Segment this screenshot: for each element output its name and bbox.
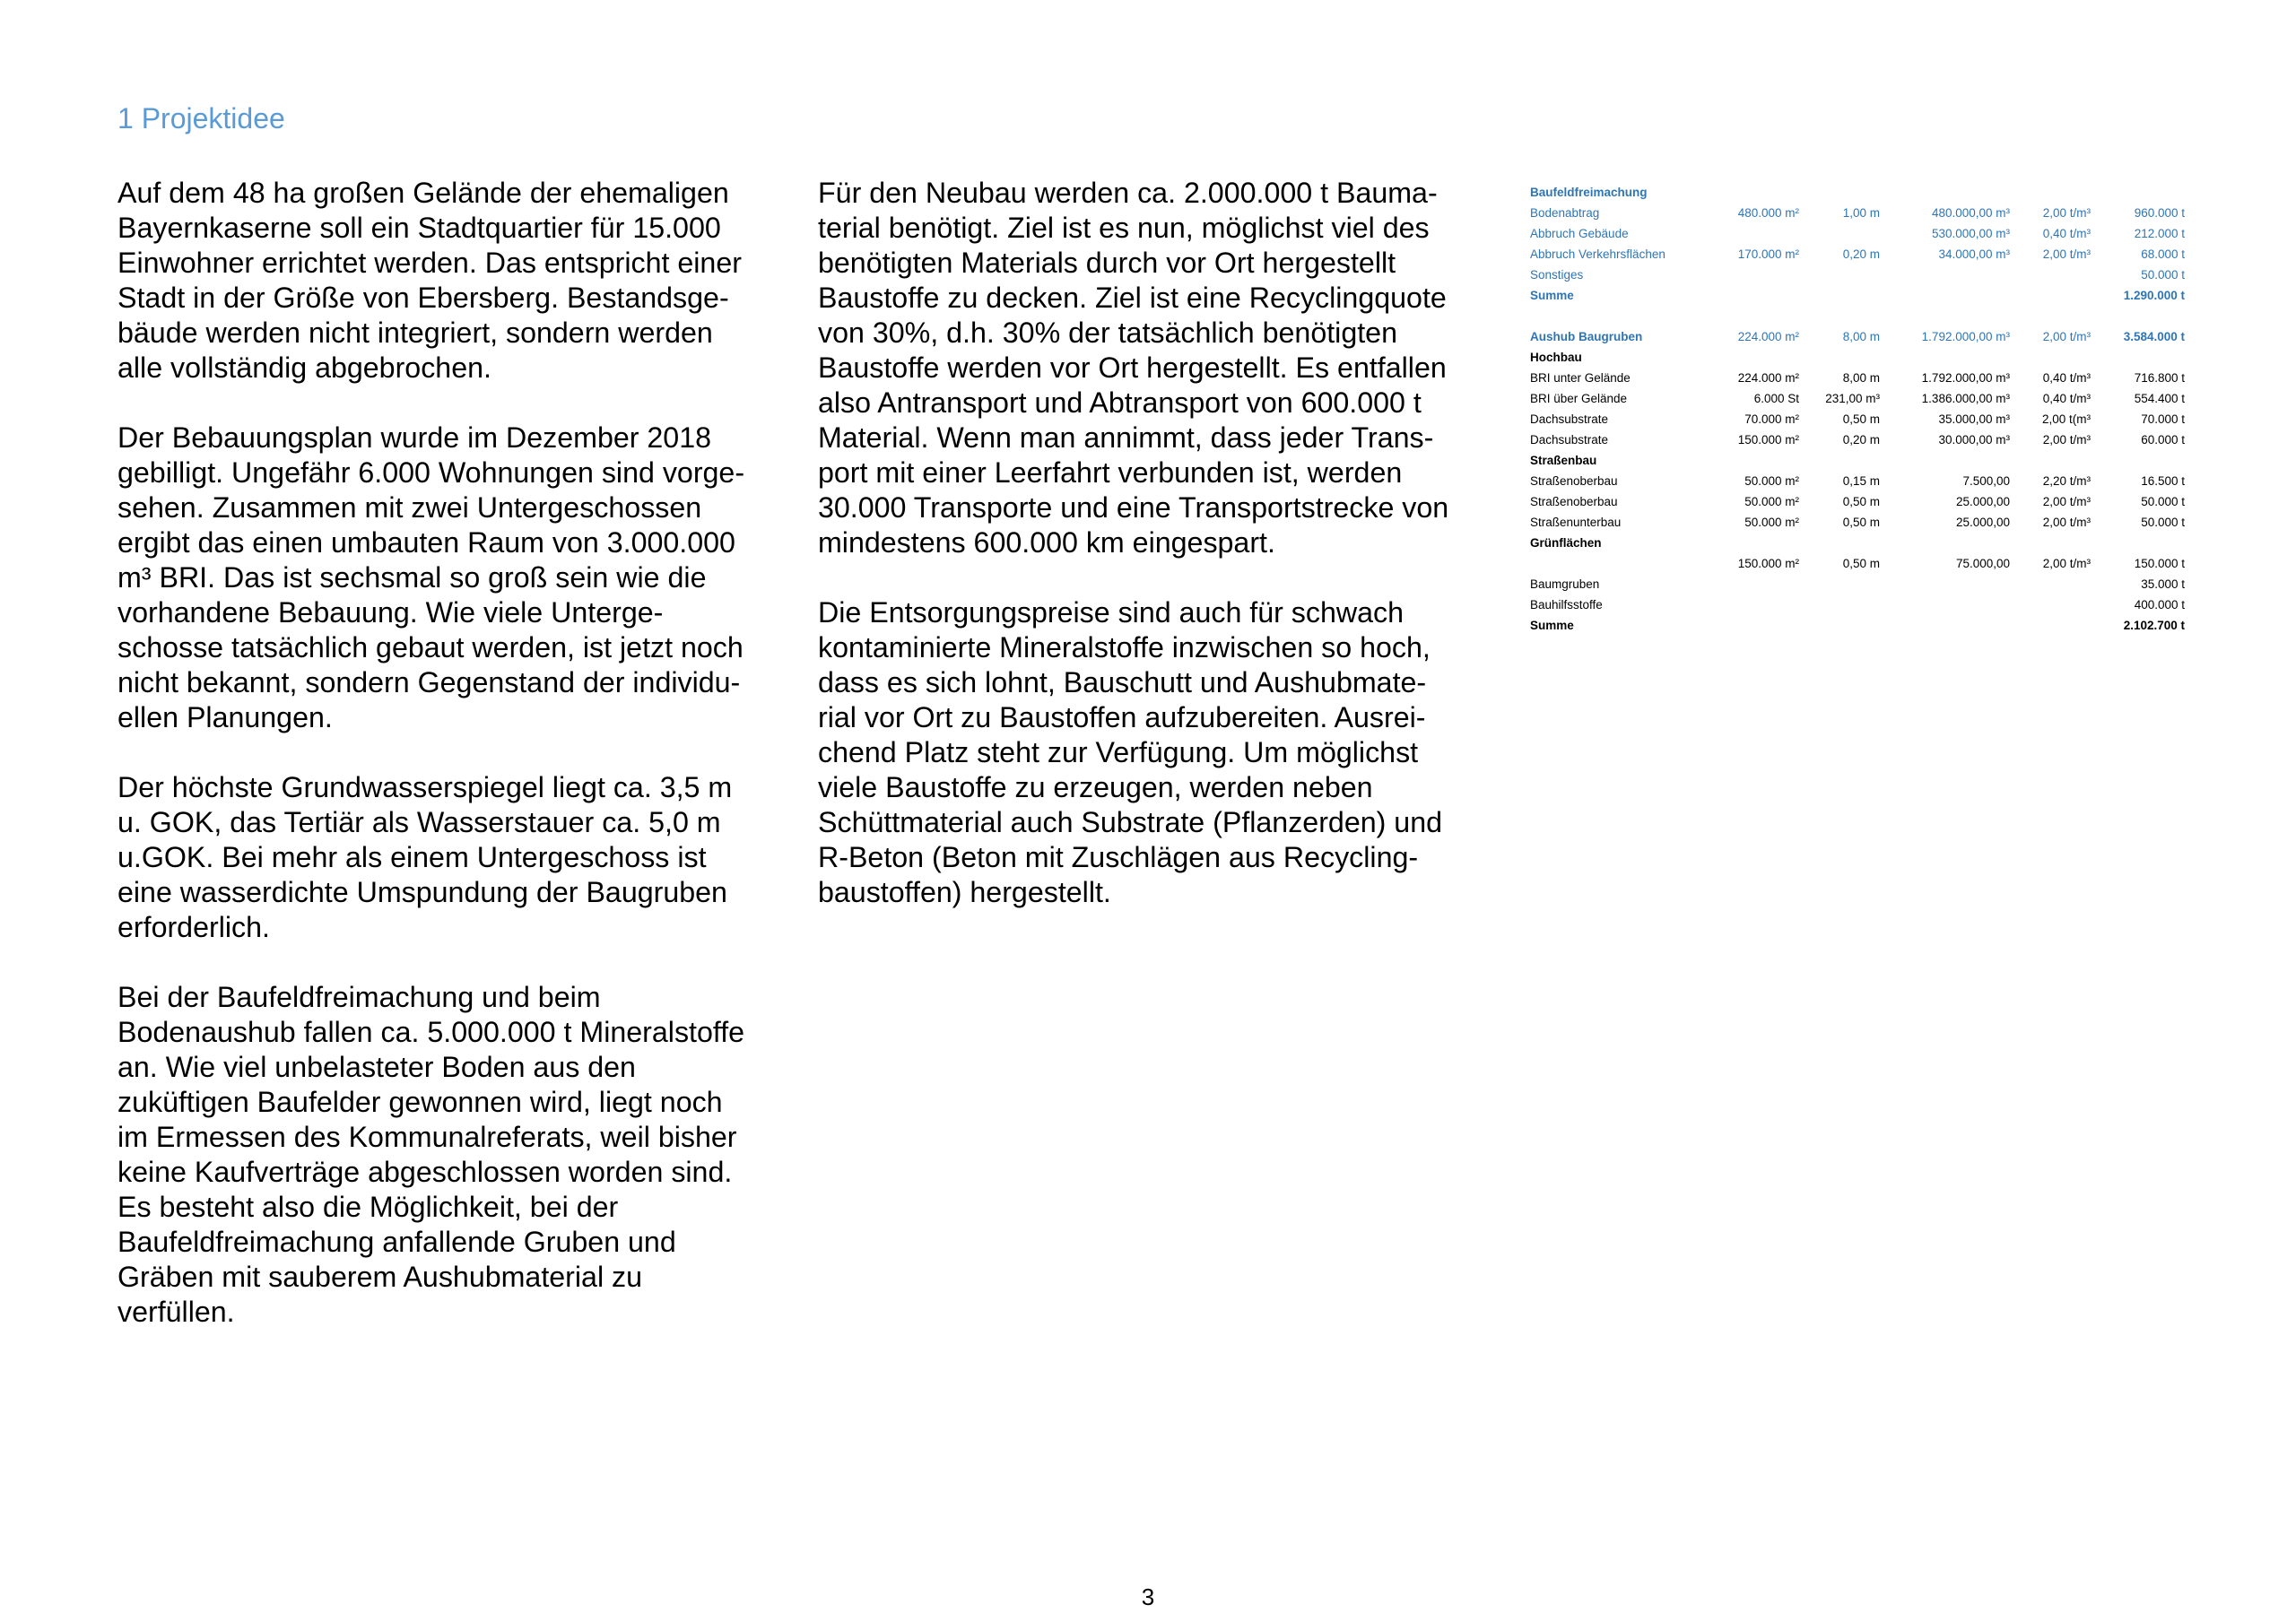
table-row: [1530, 203, 2185, 223]
table-row: [1530, 553, 2185, 574]
text-line: alle vollständig abgebrochen.: [117, 351, 491, 384]
table-cell: 50.000 t: [2141, 268, 2185, 282]
table-cell: [2010, 347, 2091, 368]
text-line: zuküftigen Baufelder gewonnen wird, liegt noch: [117, 1086, 723, 1118]
table-cell: 960.000 t: [2134, 206, 2185, 220]
table-cell: [1799, 594, 1880, 615]
table-cell: [1530, 306, 1700, 326]
text-line: baustoffen) hergestellt.: [818, 876, 1111, 908]
table-cell: 1.290.000 t: [2123, 289, 2185, 302]
table-cell: 35.000,00 m³: [1938, 412, 2010, 426]
table-row: [1530, 615, 2185, 636]
text-line: Bayernkaserne soll ein Stadtquartier für 15.000: [117, 212, 721, 244]
table-cell: Straßenoberbau: [1530, 495, 1618, 508]
table-cell: 2,00 t/m³: [2042, 557, 2091, 570]
table-cell: 0,15 m: [1842, 474, 1880, 488]
table-cell: Baumgruben: [1530, 577, 1600, 591]
table-cell: 50.000 t: [2141, 495, 2185, 508]
table-cell: [1799, 615, 1880, 636]
table-cell: [2091, 182, 2185, 203]
text-line: an. Wie viel unbelasteter Boden aus den: [117, 1051, 636, 1083]
table-cell: [2010, 450, 2091, 471]
text-line: nicht bekannt, sondern Gegenstand der individu-: [117, 666, 741, 698]
table-cell: Bauhilfsstoffe: [1530, 598, 1603, 612]
text-line: bäude werden nicht integriert, sondern werden: [117, 317, 713, 349]
table-cell: 1.792.000,00 m³: [1921, 330, 2010, 343]
table-cell: 3.584.000 t: [2123, 330, 2185, 343]
table-cell: Straßenbau: [1530, 454, 1597, 467]
paragraph: [117, 421, 799, 735]
table-cell: 2,00 t/m³: [2042, 433, 2091, 447]
text-line: port mit einer Leerfahrt verbunden ist, werden: [818, 456, 1403, 489]
table-row: [1530, 594, 2185, 615]
table-cell: [1880, 347, 2010, 368]
text-line: Material. Wenn man annimmt, dass jeder Trans-: [818, 421, 1434, 454]
table-row: [1530, 574, 2185, 594]
text-line: u.GOK. Bei mehr als einem Untergeschoss ist: [117, 841, 707, 873]
material-calculation-table: [1530, 182, 2185, 636]
table-cell: 0,40 t/m³: [2042, 371, 2091, 385]
text-line: verfüllen.: [117, 1296, 235, 1328]
table-cell: Aushub Baugruben: [1530, 330, 1643, 343]
table-cell: 6.000 St: [1753, 392, 1799, 405]
table-cell: [1700, 265, 1799, 285]
table-cell: [1700, 285, 1799, 306]
page-number: 3: [1141, 1583, 1155, 1610]
text-line: dass es sich lohnt, Bauschutt und Aushubmate-: [818, 666, 1427, 698]
text-line: 30.000 Transporte und eine Transportstrecke von: [818, 491, 1449, 524]
table-cell: 2,00 t/m³: [2042, 330, 2091, 343]
table-row: [1530, 265, 2185, 285]
table-cell: 554.400 t: [2134, 392, 2185, 405]
table-cell: [2010, 306, 2091, 326]
table-cell: [2010, 574, 2091, 594]
table-cell: 1.792.000,00 m³: [1921, 371, 2010, 385]
text-line: Baustoffe werden vor Ort hergestellt. Es entfallen: [818, 351, 1447, 384]
table-cell: [2010, 265, 2091, 285]
text-line: ergibt das einen umbauten Raum von 3.000.000: [117, 526, 735, 559]
text-column-middle: [818, 176, 1500, 945]
table-cell: [2091, 533, 2185, 553]
table-cell: 400.000 t: [2134, 598, 2185, 612]
table-cell: 2,00 t/m³: [2042, 495, 2091, 508]
table-cell: 716.800 t: [2134, 371, 2185, 385]
table-row: [1530, 409, 2185, 429]
table-row: [1530, 368, 2185, 388]
table-cell: [1700, 450, 1799, 471]
text-line: Die Entsorgungspreise sind auch für schwach: [818, 596, 1405, 629]
table-cell: [1880, 285, 2010, 306]
table-cell: 2,00 t/m³: [2042, 206, 2091, 220]
table-row: [1530, 244, 2185, 265]
table-cell: [1880, 533, 2010, 553]
text-line: kontaminierte Mineralstoffe inzwischen so hoch,: [818, 631, 1431, 664]
table-cell: [1700, 533, 1799, 553]
table-cell: BRI über Gelände: [1530, 392, 1628, 405]
table-cell: [1880, 574, 2010, 594]
table-row: [1530, 429, 2185, 450]
text-line: R-Beton (Beton mit Zuschlägen aus Recycling-: [818, 841, 1419, 873]
text-line: viele Baustoffe zu erzeugen, werden neben: [818, 771, 1373, 803]
paragraph: [117, 770, 799, 945]
table-cell: 0,40 t/m³: [2042, 227, 2091, 240]
table-cell: 0,50 m: [1842, 495, 1880, 508]
table-cell: [2010, 182, 2091, 203]
text-line: Stadt in der Größe von Ebersberg. Bestandsge-: [117, 282, 729, 314]
table-cell: 34.000,00 m³: [1938, 247, 2010, 261]
table-cell: 16.500 t: [2141, 474, 2185, 488]
table-cell: 8,00 m: [1842, 371, 1880, 385]
table-cell: 35.000 t: [2141, 577, 2185, 591]
table-cell: 2,00 t/m³: [2042, 247, 2091, 261]
text-column-left: [117, 176, 799, 1365]
table-cell: Baufeldfreimachung: [1530, 186, 1648, 199]
table-cell: Sonstiges: [1530, 268, 1584, 282]
table-cell: [1799, 450, 1880, 471]
table-cell: [1799, 285, 1880, 306]
table-cell: 68.000 t: [2141, 247, 2185, 261]
table-cell: [2010, 533, 2091, 553]
table-cell: 2.102.700 t: [2123, 619, 2185, 632]
table-cell: 70.000 m²: [1744, 412, 1799, 426]
paragraph: [117, 176, 799, 386]
table-cell: 8,00 m: [1842, 330, 1880, 343]
paragraph: [818, 595, 1500, 910]
text-line: Der Bebauungsplan wurde im Dezember 2018: [117, 421, 712, 454]
table-cell: Summe: [1530, 619, 1574, 632]
table-cell: 25.000,00: [1955, 516, 2010, 529]
table-cell: 1,00 m: [1842, 206, 1880, 220]
table-cell: Dachsubstrate: [1530, 433, 1609, 447]
text-line: keine Kaufverträge abgeschlossen worden sind.: [117, 1156, 733, 1188]
table-cell: 224.000 m²: [1737, 371, 1799, 385]
table-cell: [2010, 615, 2091, 636]
text-line: benötigten Materials durch vor Ort hergestellt: [818, 247, 1396, 279]
table-cell: [2091, 450, 2185, 471]
table-row: [1530, 512, 2185, 533]
text-line: erforderlich.: [117, 911, 270, 943]
table-cell: [1799, 182, 1880, 203]
text-line: eine wasserdichte Umspundung der Baugruben: [117, 876, 727, 908]
table-row: [1530, 450, 2185, 471]
table-row: [1530, 388, 2185, 409]
table-cell: [1799, 265, 1880, 285]
text-line: chend Platz steht zur Verfügung. Um möglichst: [818, 736, 1419, 768]
table-cell: [1799, 533, 1880, 553]
table-cell: 60.000 t: [2141, 433, 2185, 447]
text-line: Gräben mit sauberem Aushubmaterial zu: [117, 1261, 643, 1293]
text-line: im Ermessen des Kommunalreferats, weil bisher: [117, 1121, 737, 1153]
text-line: m³ BRI. Das ist sechsmal so groß sein wie die: [117, 561, 707, 594]
text-line: von 30%, d.h. 30% der tatsächlich benötigten: [818, 317, 1397, 349]
table-cell: 170.000 m²: [1737, 247, 1799, 261]
text-line: terial benötigt. Ziel ist es nun, möglichst viel des: [818, 212, 1430, 244]
text-line: Baustoffe zu decken. Ziel ist eine Recyclingquote: [818, 282, 1447, 314]
table-row: [1530, 347, 2185, 368]
table-cell: [1880, 594, 2010, 615]
table-cell: [1799, 574, 1880, 594]
table-cell: [1799, 223, 1880, 244]
table-cell: 7.500,00: [1962, 474, 2010, 488]
table-cell: Hochbau: [1530, 351, 1582, 364]
text-line: Bodenaushub fallen ca. 5.000.000 t Mineralstoffe: [117, 1016, 745, 1048]
table-cell: 224.000 m²: [1737, 330, 1799, 343]
table-cell: [1700, 223, 1799, 244]
text-line: sehen. Zusammen mit zwei Untergeschossen: [117, 491, 702, 524]
text-line: vorhandene Bebauung. Wie viele Unterge-: [117, 596, 664, 629]
table-cell: Summe: [1530, 289, 1574, 302]
paragraph: [117, 980, 799, 1330]
text-line: Schüttmaterial auch Substrate (Pflanzerden) und: [818, 806, 1442, 838]
text-line: Baufeldfreimachung anfallende Gruben und: [117, 1226, 676, 1258]
table-cell: 150.000 t: [2134, 557, 2185, 570]
table-cell: BRI unter Gelände: [1530, 371, 1631, 385]
text-line: Der höchste Grundwasserspiegel liegt ca. 3,5 m: [117, 771, 733, 803]
text-line: ellen Planungen.: [117, 701, 333, 733]
table-cell: [1880, 182, 2010, 203]
table-row: [1530, 471, 2185, 491]
text-line: Auf dem 48 ha großen Gelände der ehemaligen: [117, 177, 729, 209]
table-cell: [1880, 306, 2010, 326]
table-cell: Bodenabtrag: [1530, 206, 1600, 220]
table-cell: Straßenoberbau: [1530, 474, 1618, 488]
text-line: Bei der Baufeldfreimachung und beim: [117, 981, 601, 1013]
text-line: mindestens 600.000 km eingespart.: [818, 526, 1275, 559]
table-cell: [1880, 265, 2010, 285]
table-cell: 50.000 m²: [1744, 516, 1799, 529]
table-cell: 75.000,00: [1955, 557, 2010, 570]
table-row: [1530, 306, 2185, 326]
table-cell: [1530, 553, 1700, 574]
table-cell: [1799, 347, 1880, 368]
table-cell: [1880, 450, 2010, 471]
table-cell: Grünflächen: [1530, 536, 1602, 550]
table-cell: 2,00 t(m³: [2041, 412, 2091, 426]
paragraph: [818, 176, 1500, 560]
table-cell: 30.000,00 m³: [1938, 433, 2010, 447]
text-line: Es besteht also die Möglichkeit, bei der: [117, 1191, 619, 1223]
text-line: schosse tatsächlich gebaut werden, ist jetzt noch: [117, 631, 744, 664]
table-cell: [1880, 615, 2010, 636]
table-row: [1530, 491, 2185, 512]
table-cell: [1700, 182, 1799, 203]
table-cell: [1700, 574, 1799, 594]
table-cell: [2010, 594, 2091, 615]
table-cell: [1700, 306, 1799, 326]
table-cell: 150.000 m²: [1737, 557, 1799, 570]
text-line: Einwohner errichtet werden. Das entspricht einer: [117, 247, 742, 279]
table-cell: [2010, 285, 2091, 306]
table-cell: [2091, 347, 2185, 368]
text-line: rial vor Ort zu Baustoffen aufzubereiten. Ausrei-: [818, 701, 1426, 733]
text-line: also Antransport und Abtransport von 600.000 t: [818, 386, 1422, 419]
table-row: [1530, 533, 2185, 553]
table-cell: [2091, 306, 2185, 326]
table-cell: 480.000 m²: [1737, 206, 1799, 220]
table-row: [1530, 326, 2185, 347]
section-heading: 1 Projektidee: [117, 102, 285, 134]
text-line: Für den Neubau werden ca. 2.000.000 t Bauma-: [818, 177, 1438, 209]
text-line: gebilligt. Ungefähr 6.000 Wohnungen sind vorge-: [117, 456, 745, 489]
table-cell: 2,00 t/m³: [2042, 516, 2091, 529]
table-cell: 50.000 m²: [1744, 474, 1799, 488]
table-cell: 1.386.000,00 m³: [1921, 392, 2010, 405]
table-cell: Abbruch Gebäude: [1530, 227, 1629, 240]
table-cell: [1799, 306, 1880, 326]
table-cell: Straßenunterbau: [1530, 516, 1622, 529]
table-cell: 0,40 t/m³: [2042, 392, 2091, 405]
table-cell: [1700, 615, 1799, 636]
table-cell: 2,20 t/m³: [2042, 474, 2091, 488]
text-line: u. GOK, das Tertiär als Wasserstauer ca. 5,0 m: [117, 806, 721, 838]
table-cell: 0,20 m: [1842, 247, 1880, 261]
table-cell: 70.000 t: [2141, 412, 2185, 426]
table-cell: 0,50 m: [1842, 412, 1880, 426]
table-cell: 0,50 m: [1842, 557, 1880, 570]
table-cell: 480.000,00 m³: [1931, 206, 2010, 220]
table-cell: 530.000,00 m³: [1931, 227, 2010, 240]
table-cell: 25.000,00: [1955, 495, 2010, 508]
table-cell: Dachsubstrate: [1530, 412, 1609, 426]
table-row: [1530, 285, 2185, 306]
table-cell: 50.000 t: [2141, 516, 2185, 529]
table-row: [1530, 182, 2185, 203]
table-cell: [1700, 347, 1799, 368]
table-row: [1530, 223, 2185, 244]
table-cell: Abbruch Verkehrsflächen: [1530, 247, 1665, 261]
table-cell: 0,50 m: [1842, 516, 1880, 529]
table-cell: 231,00 m³: [1825, 392, 1880, 405]
table-cell: 50.000 m²: [1744, 495, 1799, 508]
table-cell: 0,20 m: [1842, 433, 1880, 447]
table-cell: [1700, 594, 1799, 615]
table-cell: 150.000 m²: [1737, 433, 1799, 447]
table-cell: 212.000 t: [2134, 227, 2185, 240]
